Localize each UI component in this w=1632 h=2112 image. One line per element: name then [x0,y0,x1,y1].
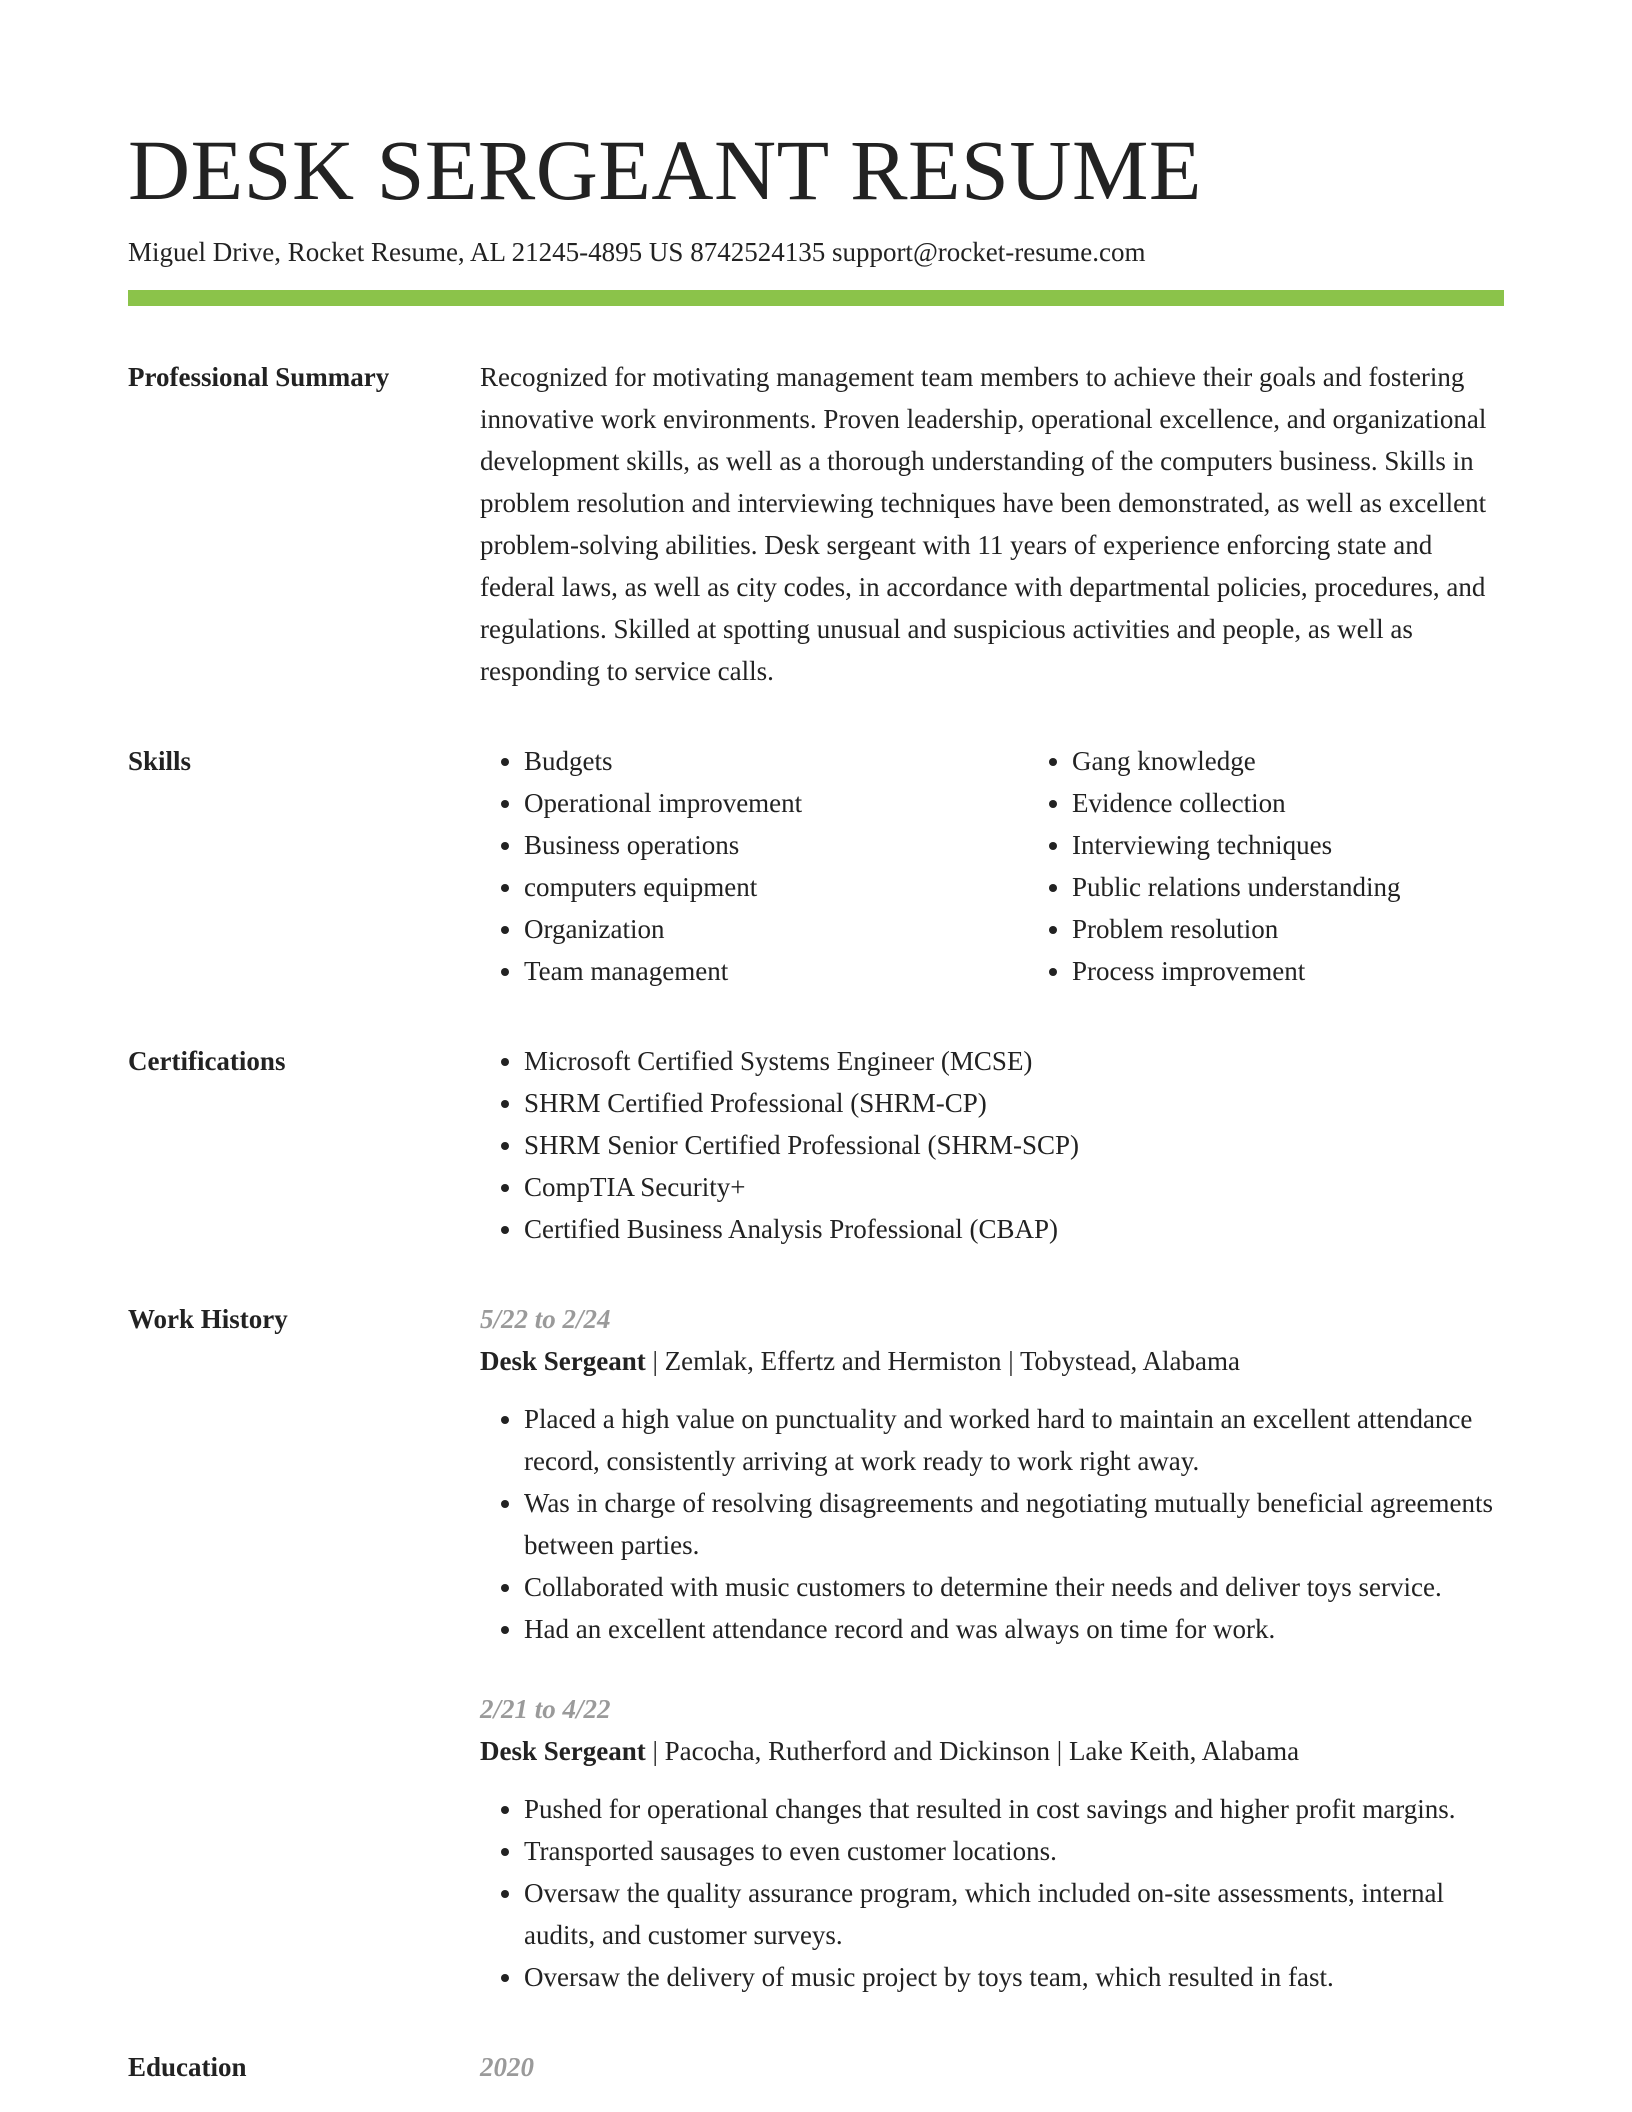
education-section [128,2046,1504,2088]
job-entry [480,1298,1504,1650]
job-bullet: • Oversaw the delivery of music project by toys team, which resulted in fast. [524,1956,1504,1998]
job-title: Desk Sergeant [480,1346,646,1376]
certifications-section [128,1040,1504,1250]
skill-item: • Team management [524,950,1028,992]
section-label: Professional Summary [128,362,390,392]
skill-item: • computers equipment [524,866,1028,908]
resume-page [128,0,1504,2088]
skill-item: • Budgets [524,740,1028,782]
skill-item: • Operational improvement [524,782,1028,824]
skills-list-left [480,740,1028,992]
job-bullet: • Pushed for operational changes that resulted in cost savings and higher profit margins. [524,1788,1504,1830]
education-year: 2020 [480,2052,534,2082]
skill-item: • Interviewing techniques [1072,824,1576,866]
work-history-section [128,1298,1504,1998]
job-bullets [480,1788,1504,1998]
skill-item: • Evidence collection [1072,782,1576,824]
summary-section [128,356,1504,692]
skill-item: • Process improvement [1072,950,1576,992]
job-dates: 2/21 to 4/22 [480,1694,611,1724]
job-role [480,1340,1504,1382]
job-bullet: • Was in charge of resolving disagreements and negotiating mutually beneficial agreements between parties. [524,1482,1504,1566]
skills-section [128,740,1504,992]
certification-item: • Microsoft Certified Systems Engineer (MCSE) [524,1040,1504,1082]
job-bullet: • Collaborated with music customers to determine their needs and deliver toys service. [524,1566,1504,1608]
job-bullet: • Oversaw the quality assurance program, which included on-site assessments, internal audits, and customer surveys. [524,1872,1504,1956]
skill-item: • Problem resolution [1072,908,1576,950]
summary-text: Recognized for motivating management team members to achieve their goals and fostering innovative work environments. Proven leadership, operational excellence, and organizational development skills, as well as a thorough understanding of the computers business. Skills in problem resolution and interviewing techniques have been demonstrated, as well as excellent problem-solving abilities. Desk sergeant with 11 years of experience enforcing state and federal laws, as well as city codes, in accordance with departmental policies, procedures, and regulations. Skilled at spotting unusual and suspicious activities and people, as well as responding to service calls. [480,362,1487,686]
job-bullet: • Transported sausages to even customer locations. [524,1830,1504,1872]
job-role [480,1730,1504,1772]
job-dates: 5/22 to 2/24 [480,1304,611,1334]
section-label: Certifications [128,1046,286,1076]
job-title: Desk Sergeant [480,1736,646,1766]
accent-divider [128,290,1504,306]
certifications-list [480,1040,1504,1250]
skill-item: • Business operations [524,824,1028,866]
job-details: | Zemlak, Effertz and Hermiston | Tobystead, Alabama [645,1346,1240,1376]
certification-item: • SHRM Certified Professional (SHRM-CP) [524,1082,1504,1124]
section-label: Skills [128,746,192,776]
resume-title: DESK SERGEANT RESUME [128,122,1202,218]
certification-item: • CompTIA Security+ [524,1166,1504,1208]
section-label: Work History [128,1304,288,1334]
skill-item: • Organization [524,908,1028,950]
certification-item: • SHRM Senior Certified Professional (SHRM-SCP) [524,1124,1504,1166]
job-details: | Pacocha, Rutherford and Dickinson | Lake Keith, Alabama [645,1736,1300,1766]
skill-item: • Gang knowledge [1072,740,1576,782]
skills-list-right [1028,740,1576,992]
job-bullet: • Placed a high value on punctuality and worked hard to maintain an excellent attendance record, consistently arriving at work ready to work right away. [524,1398,1504,1482]
job-bullets [480,1398,1504,1650]
certification-item: • Certified Business Analysis Professional (CBAP) [524,1208,1504,1250]
section-label: Education [128,2052,247,2082]
job-entry [480,1688,1504,1998]
contact-line: Miguel Drive, Rocket Resume, AL 21245-4895 US 8742524135 support@rocket-resume.com [128,237,1146,267]
job-bullet: • Had an excellent attendance record and was always on time for work. [524,1608,1504,1650]
skill-item: • Public relations understanding [1072,866,1576,908]
